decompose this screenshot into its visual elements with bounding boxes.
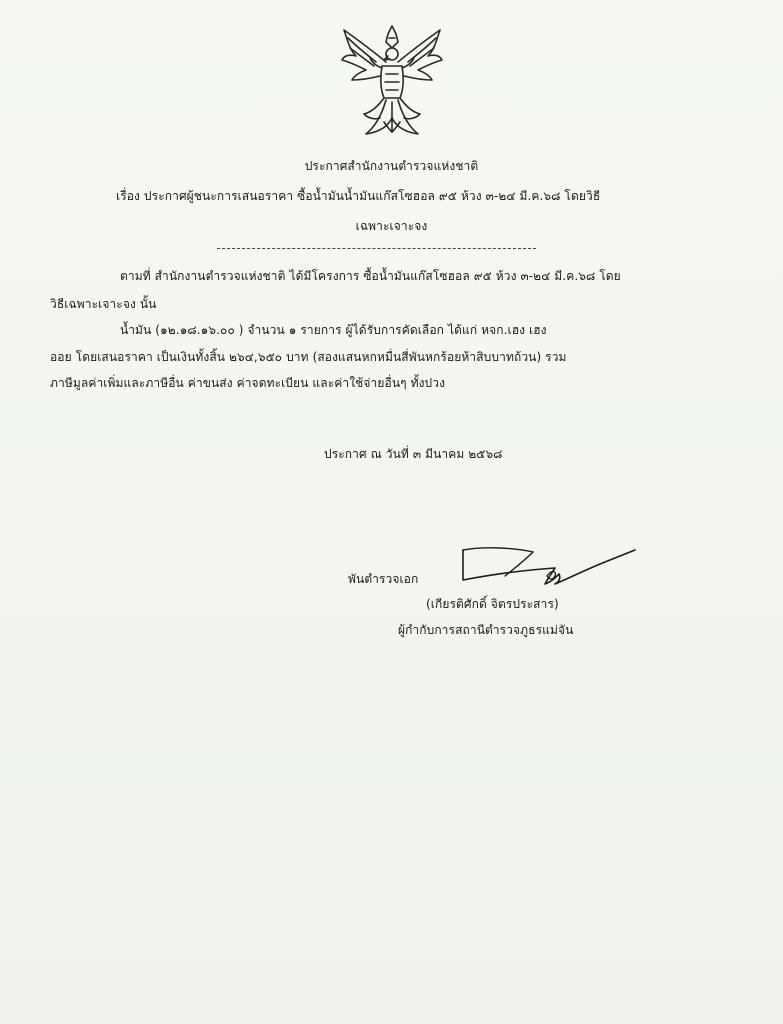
- signatory-position: ผู้กำกับการสถานีตำรวจภูธรแม่จัน: [398, 623, 574, 637]
- paragraph-2-line-3: ภาษีมูลค่าเพิ่มและภาษีอื่น ค่าขนส่ง ค่าจดทะเบียน และค่าใช้จ่ายอื่นๆ ทั้งปวง: [50, 376, 446, 390]
- paragraph-2-line-1: น้ำมัน (๑๒.๑๘.๑๖.๐๐ ) จำนวน ๑ รายการ ผู้ได้รับการคัดเลือก ได้แก่ หจก.เฮง เฮง: [120, 323, 547, 337]
- paragraph-1-line-1: ตามที่ สำนักงานตำรวจแห่งชาติ ได้มีโครงการ ซื้อน้ำมันแก๊สโซฮอล ๙๕ ห้วง ๓-๒๔ มี.ค.๖๘ โดย: [120, 269, 621, 283]
- announce-date: ประกาศ ณ วันที่ ๓ มีนาคม ๒๕๖๘: [324, 447, 503, 461]
- handwritten-signature: [455, 540, 645, 595]
- paragraph-1-line-2: วิธีเฉพาะเจาะจง นั้น: [50, 297, 157, 311]
- signatory-rank: พันตำรวจเอก: [348, 572, 419, 586]
- paragraph-2-line-2: ออย โดยเสนอราคา เป็นเงินทั้งสิ้น ๒๖๔,๖๕๐ บาท (สองแสนหกหมื่นสี่พันหกร้อยห้าสิบบาทถ้วน) รวม: [50, 350, 567, 364]
- subject-line-2: เฉพาะเจาะจง: [355, 219, 428, 233]
- document-title: ประกาศสำนักงานตำรวจแห่งชาติ: [304, 159, 479, 173]
- signatory-name: (เกียรติศักดิ์ จิตรประสาร): [426, 597, 559, 611]
- subject-line-1: เรื่อง ประกาศผู้ชนะการเสนอราคา ซื้อน้ำมันน้ำมันแก๊สโซฮอล ๙๕ ห้วง ๓-๒๔ มี.ค.๖๘ โดยวิธี: [116, 189, 601, 203]
- garuda-emblem-icon: [336, 22, 448, 140]
- divider: [217, 248, 536, 249]
